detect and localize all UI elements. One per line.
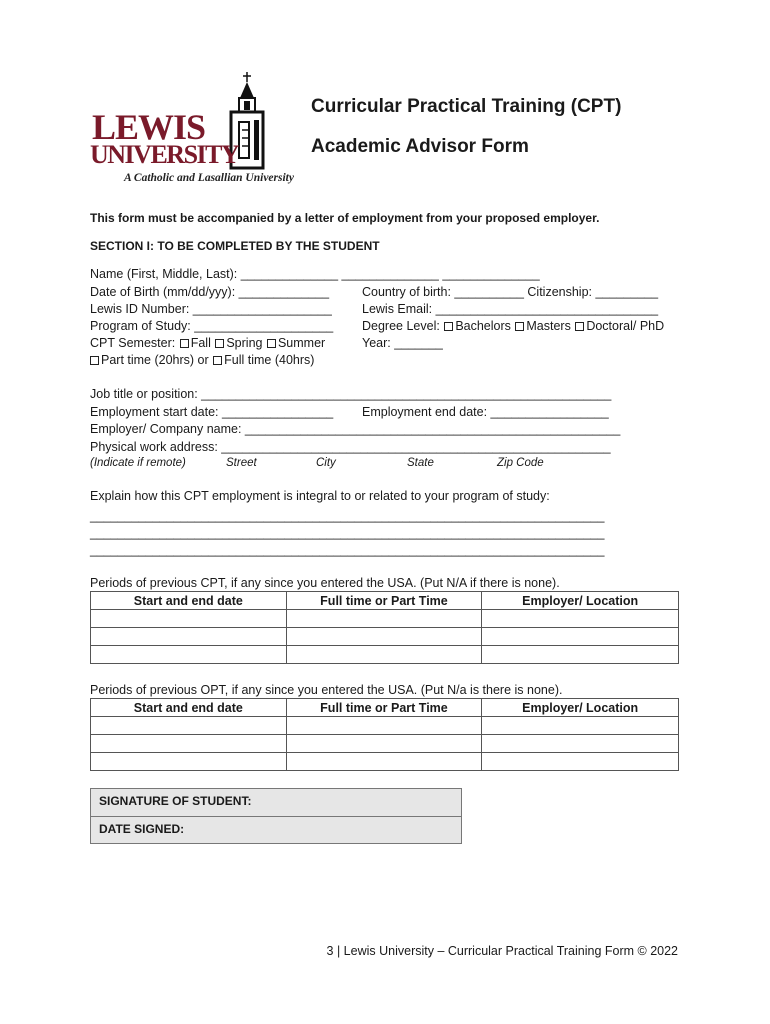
table-row	[91, 735, 679, 753]
logo-wordmark-university: UNIVERSITY	[90, 140, 239, 169]
opt-table-caption: Periods of previous OPT, if any since you entered the USA. (Put N/a is there is none).	[90, 683, 563, 697]
program-field[interactable]: Program of Study: ____________________	[90, 319, 334, 333]
form-title: Curricular Practical Training (CPT)	[311, 96, 622, 117]
table-cell[interactable]	[91, 628, 287, 646]
hint-street: Street	[226, 457, 257, 469]
lewis-university-logo	[88, 72, 303, 190]
checkbox-masters[interactable]	[515, 322, 524, 331]
lewis-email-field[interactable]: Lewis Email: ________________________________	[362, 302, 659, 316]
option-part-time: Part time (20hrs) or	[101, 353, 209, 367]
column-header: Employer/ Location	[482, 699, 679, 717]
hint-state: State	[407, 457, 434, 469]
intro-note: This form must be accompanied by a letter of employment from your proposed employer.	[90, 211, 600, 225]
checkbox-bachelors[interactable]	[444, 322, 453, 331]
table-row	[91, 753, 679, 771]
checkbox-summer[interactable]	[267, 339, 276, 348]
table-row	[91, 717, 679, 735]
column-header: Employer/ Location	[482, 592, 679, 610]
explain-line[interactable]: __________________________________________________________________________	[90, 543, 605, 557]
table-cell[interactable]	[91, 753, 287, 771]
page-footer: 3 | Lewis University – Curricular Practical Training Form © 2022	[326, 944, 678, 958]
table-cell[interactable]	[286, 646, 482, 664]
option-full-time: Full time (40hrs)	[224, 353, 315, 367]
name-field[interactable]: Name (First, Middle, Last): ______________ ______________ ______________	[90, 267, 540, 281]
table-cell[interactable]	[482, 717, 679, 735]
table-cell[interactable]	[286, 610, 482, 628]
table-cell[interactable]	[91, 717, 287, 735]
cpt-table-caption: Periods of previous CPT, if any since you entered the USA. (Put N/A if there is none).	[90, 576, 560, 590]
table-cell[interactable]	[482, 628, 679, 646]
table-cell[interactable]	[482, 646, 679, 664]
explain-line[interactable]: __________________________________________________________________________	[90, 526, 605, 540]
table-header-row	[91, 699, 679, 717]
lewis-id-field[interactable]: Lewis ID Number: ____________________	[90, 302, 332, 316]
employment-start-field[interactable]: Employment start date: ________________	[90, 405, 334, 419]
employment-end-field[interactable]: Employment end date: _________________	[362, 405, 609, 419]
cpt-history-table	[90, 591, 679, 664]
table-cell[interactable]	[286, 628, 482, 646]
option-fall: Fall	[190, 336, 211, 350]
student-signature-field[interactable]: SIGNATURE OF STUDENT:	[91, 789, 461, 816]
logo-wordmark-lewis: LEWIS	[92, 107, 206, 147]
table-cell[interactable]	[482, 735, 679, 753]
explain-line[interactable]: __________________________________________________________________________	[90, 509, 605, 523]
form-subtitle: Academic Advisor Form	[311, 136, 529, 157]
checkbox-full-time[interactable]	[213, 356, 222, 365]
work-time-group	[89, 353, 314, 367]
option-summer: Summer	[277, 336, 326, 350]
table-cell[interactable]	[91, 646, 287, 664]
checkbox-part-time[interactable]	[90, 356, 99, 365]
year-field[interactable]: Year: _______	[362, 336, 443, 350]
option-doctoral: Doctoral/ PhD	[586, 319, 665, 333]
table-cell[interactable]	[91, 610, 287, 628]
table-cell[interactable]	[286, 735, 482, 753]
option-spring: Spring	[226, 336, 263, 350]
checkbox-doctoral[interactable]	[575, 322, 584, 331]
column-header: Start and end date	[91, 699, 287, 717]
table-cell[interactable]	[482, 610, 679, 628]
column-header: Full time or Part Time	[286, 699, 482, 717]
table-cell[interactable]	[91, 735, 287, 753]
opt-history-table	[90, 698, 679, 771]
hint-city: City	[316, 457, 336, 469]
dob-field[interactable]: Date of Birth (mm/dd/yyy): _____________	[90, 285, 330, 299]
table-row	[91, 610, 679, 628]
cpt-semester-group	[90, 336, 325, 350]
checkbox-fall[interactable]	[180, 339, 189, 348]
section-heading: SECTION I: TO BE COMPLETED BY THE STUDENT	[90, 239, 380, 253]
degree-level-label: Degree Level:	[362, 319, 440, 333]
table-cell[interactable]	[286, 753, 482, 771]
explain-prompt: Explain how this CPT employment is integral to or related to your program of study:	[90, 489, 550, 503]
option-bachelors: Bachelors	[455, 319, 511, 333]
table-cell[interactable]	[482, 753, 679, 771]
column-header: Full time or Part Time	[286, 592, 482, 610]
employer-name-field[interactable]: Employer/ Company name: ______________________________________________________	[90, 422, 621, 436]
hint-zip: Zip Code	[497, 457, 544, 469]
table-header-row	[91, 592, 679, 610]
hint-remote: (Indicate if remote)	[90, 457, 186, 469]
table-cell[interactable]	[286, 717, 482, 735]
table-row	[91, 628, 679, 646]
degree-level-group	[362, 319, 664, 333]
job-title-field[interactable]: Job title or position: ___________________________________________________________	[90, 387, 612, 401]
column-header: Start and end date	[91, 592, 287, 610]
date-signed-field[interactable]: DATE SIGNED:	[91, 816, 461, 843]
option-masters: Masters	[526, 319, 571, 333]
signature-box	[90, 788, 462, 844]
work-address-field[interactable]: Physical work address: ________________________________________________________	[90, 440, 611, 454]
checkbox-spring[interactable]	[215, 339, 224, 348]
semester-label: CPT Semester:	[90, 336, 176, 350]
country-citizenship-field[interactable]: Country of birth: __________ Citizenship: _________	[362, 285, 659, 299]
table-row	[91, 646, 679, 664]
logo-tagline: A Catholic and Lasallian University	[124, 172, 294, 184]
